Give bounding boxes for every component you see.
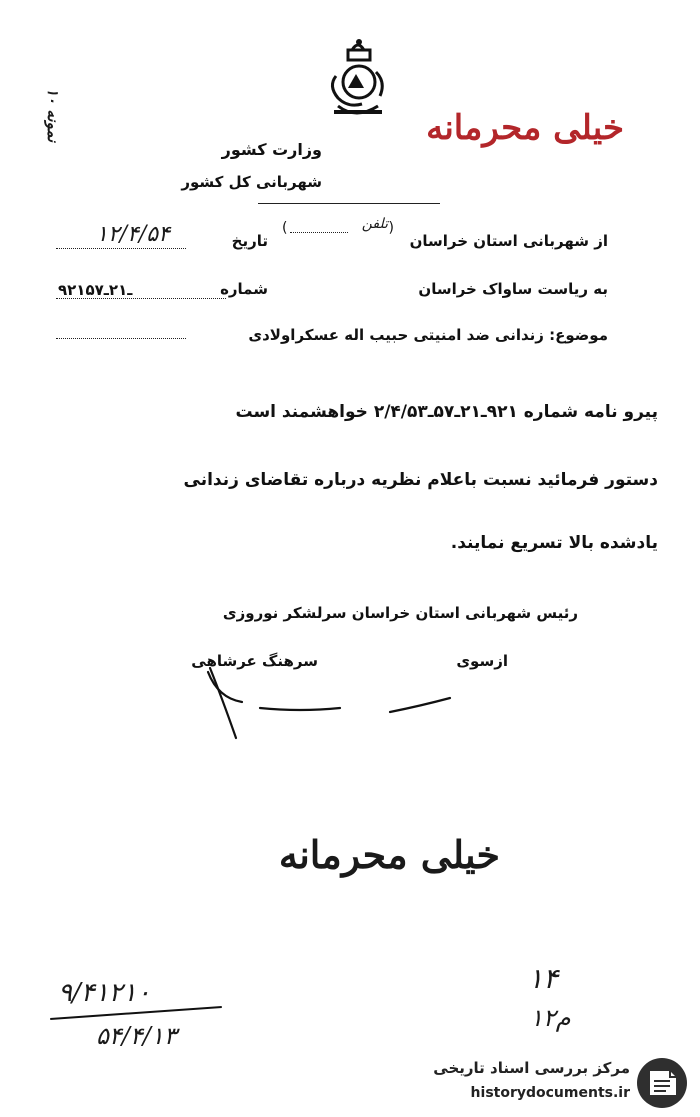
phone-label: تلفن [361, 216, 388, 232]
subject-line: موضوع: زندانی ضد امنیتی حبیب اله عسکراولادی [248, 326, 608, 344]
footer-right-line-2: ۱۲م [530, 1004, 571, 1032]
date-label: تاریخ [231, 232, 268, 250]
watermark-title: مرکز بررسی اسناد تاریخی [433, 1059, 630, 1077]
footer-right-line-1: ۱۴ [528, 962, 559, 995]
signature-officer: سرهنگ عرشاهی [191, 652, 318, 670]
date-value: ۱۲/۴/۵۴ [96, 222, 170, 247]
from-line: از شهربانی استان خراسان [409, 232, 608, 250]
signature-from-label: ازسوی [456, 652, 508, 670]
classification-stamp-bottom: خیلی محرمانه [278, 832, 500, 877]
lion-and-sun-emblem [318, 36, 398, 128]
margin-note: نمونه ۱۰ [44, 88, 62, 143]
subject-dotted-line [56, 338, 186, 339]
handwritten-signature [180, 650, 470, 740]
footer-left-line-1: ۹/۴۱۲۱۰ [58, 978, 151, 1008]
date-dotted-line [56, 248, 186, 249]
letterhead-department: شهربانی کل کشور [181, 173, 322, 191]
to-line: به ریاست ساواک خراسان [418, 280, 608, 298]
number-dotted-line [56, 298, 226, 299]
classification-stamp-top: خیلی محرمانه [426, 108, 624, 148]
letterhead-ministry: وزارت کشور [221, 140, 322, 159]
body-line-2: دستور فرمائید نسبت باعلام نظریه درباره تقاضای زندانی [183, 470, 658, 490]
letterhead-underline [258, 203, 440, 204]
number-value: ۹۲۱ـ۲۱ـ۵۷ [58, 281, 133, 299]
signature-title: رئیس شهربانی استان خراسان سرلشکر نوروزی [222, 604, 578, 622]
body-line-3: یادشده بالا تسریع نمایند. [450, 533, 658, 553]
watermark-url: historydocuments.ir [470, 1085, 630, 1101]
archive-page-logo-icon [636, 1057, 688, 1109]
lion-and-sun-crown-emblem [318, 36, 398, 128]
body-line-1: پیرو نامه شماره ۹۲۱ـ۲۱ـ۵۷ـ۲/۴/۵۳ خواهشمند است [235, 402, 658, 422]
footer-left-line-2: ۵۴/۴/۱۳ [96, 1022, 177, 1050]
footer-left-underline [50, 1006, 222, 1020]
phone-field: تلفن ( ) [282, 216, 394, 236]
number-label: شماره [220, 280, 268, 298]
watermark [408, 1055, 692, 1113]
